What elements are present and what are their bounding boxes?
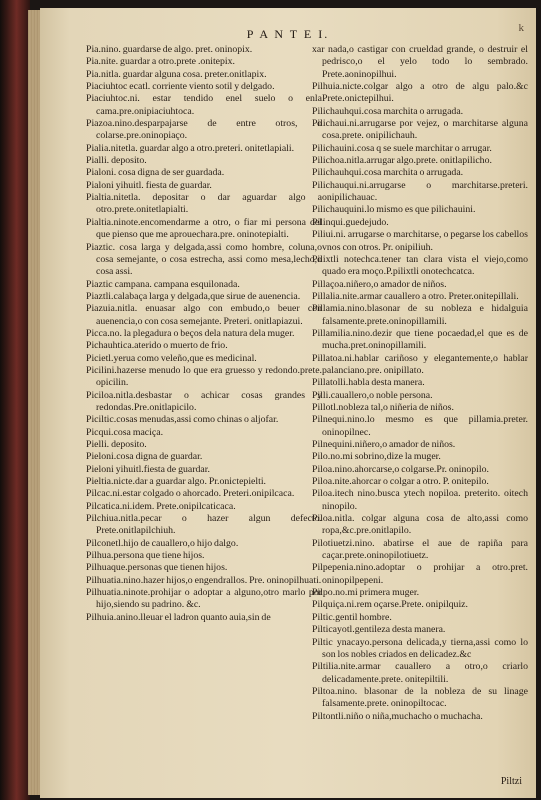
dictionary-entry: Piltoa.nino. blasonar de la nobleza de su linage falsamente.prete. oninopiltocac.: [312, 685, 528, 710]
dictionary-entry: Pilhuia.nicte.colgar algo a otro de algu palo.&c Prete.onictepilhui.: [312, 81, 528, 105]
dictionary-entry: Pia.nitla. guardar alguna cosa. preter.onitlapix.: [86, 68, 267, 80]
dictionary-entry: Pieloni yihuitl.fiesta de guardar.: [86, 463, 210, 475]
dictionary-entry: Picilini.hazerse menudo lo que era gruesso y redondo.prete. opicilin.: [86, 364, 322, 389]
dictionary-entry: Pilhuaque.personas que tienen hijos.: [86, 562, 228, 574]
dictionary-entry: Pilli.cauallero,o noble persona.: [312, 389, 433, 401]
dictionary-entry: Pilichaui.ni.arrugarse por vejez, o marchitarse alguna cosa.prete. onipilichauh.: [312, 118, 528, 142]
dictionary-entry: Piloa.nite.ahorcar o colgar a otro. P. onitepilo.: [312, 476, 489, 488]
dictionary-entry: Piaciuhtoc.ni. estar tendido enel suelo o enla cama.pre.onipiaciuhtoca.: [86, 93, 322, 117]
dictionary-entry: Pilcatica.ni.idem. Prete.onipilcaticaca.: [86, 500, 236, 512]
dictionary-entry: Pilichauhqui.cosa marchita o arrugada.: [312, 105, 464, 117]
running-head: P A N T E I.: [246, 27, 330, 41]
column-mark: k: [518, 22, 524, 34]
dictionary-entry: Pialoni yihuitl. fiesta de guardar.: [86, 179, 212, 191]
dictionary-entry: Pilhuatia.ninote.prohijar o adoptar a alguno,otro marlo por hijo,siendo su padrino. &c.: [86, 587, 322, 611]
dictionary-entry: Pialia.nitetla. guardar algo a otro.preteri. onitetlapiali.: [86, 142, 295, 154]
right-column: [312, 44, 528, 723]
dictionary-entry: Piaztli.calabaça larga y delgada,que sirue de auenencia.: [86, 290, 301, 302]
dictionary-entry: Pillamia.nino.blasonar de su nobleza e hidalguia falsamente.prete.oninopillamili.: [312, 303, 528, 327]
dictionary-entry: Pialoni. cosa digna de ser guardada.: [86, 167, 225, 179]
dictionary-entry: Pilchiua.nitla.pecar o hazer algun defecto. Prete.onitlapilchiuh.: [86, 513, 322, 537]
dictionary-entry: Pia.nite. guardar a otro.prete .onitepix.: [86, 56, 235, 68]
dictionary-entry: Piltontli.niño o niña,muchacho o muchacha.: [312, 710, 483, 722]
dictionary-entry: Pialtia.nitetla. depositar o dar aguardar algo a otro.prete.onitetlapialti.: [86, 192, 322, 216]
dictionary-entry: Pillatoa.ni.hablar cariñoso y elegantemente,o hablar palanciano.pre. onipillato.: [312, 352, 528, 376]
book-binding: [0, 0, 30, 800]
dictionary-entry: Pillaçoa.niñero,o amador de niños.: [312, 278, 447, 290]
dictionary-entry: Pilcac.ni.estar colgado o ahorcado. Preteri.onipilcaca.: [86, 488, 295, 500]
dictionary-entry: Piaztic. cosa larga y delgada,assi como hombre, coluna,o cosa semejante, o cosa estrecha, assi como mesa,lecho,o cosa assi.: [86, 241, 322, 278]
dictionary-entry: Pilpepenia.nino.adoptar o prohijar a otro.pret. oninopilpepeni.: [312, 562, 528, 586]
dictionary-entry: Pilnequi.nino.lo mesmo es que pillamia.preter. oninopilnec.: [312, 414, 528, 438]
dictionary-entry: Pilichoa.nitla.arrugar algo.prete. onitlapilicho.: [312, 155, 492, 167]
catchword: Piltzi: [500, 776, 522, 787]
dictionary-entry: Pillotl.nobleza tal,o niñeria de niños.: [312, 401, 454, 413]
dictionary-entry: Pia.nino. guardarse de algo. pret. oninopix.: [86, 44, 253, 55]
dictionary-entry: xar nada,o castigar con crueldad grande, o destruir el pedrisco,o el yelo todo lo sembrado. Prete.aoninopilhui.: [312, 44, 528, 80]
dictionary-entry: Pilpo.no.mi primera muger.: [312, 587, 420, 599]
dictionary-entry: Piazuia.nitla. enuasar algo con embudo,o beuer con auenencia,o con cosa semejante. Preteri. onitlapiazui.: [86, 303, 322, 327]
dictionary-entry: Pilichauhqui.cosa marchita o arrugada.: [312, 167, 464, 179]
dictionary-entry: Pilichauqui.ni.arrugarse o marchitarse.preteri. onipilichauac.: [312, 179, 528, 204]
dictionary-entry: Pieloni.cosa digna de guardar.: [86, 451, 203, 463]
dictionary-entry: Pilconetl.hijo de cauallero,o hijo dalgo.: [86, 537, 239, 549]
dictionary-entry: Piaztic campana. campana esquilonada.: [86, 278, 240, 290]
dictionary-entry: Picqui.cosa maciça.: [86, 426, 164, 438]
dictionary-entry: Piazoa.nino.desparpajarse de entre otros, o colarse.pre.oninopiaço.: [86, 118, 322, 142]
left-column: [86, 44, 322, 624]
dictionary-entry: Pilotiuetzi.nino. abatirse el aue de rapiña para caçar.prete.oninopilotiuetz.: [312, 537, 528, 562]
dictionary-entry: Piloa.nitla. colgar alguna cosa de alto,assi como ropa,&c.pre.onitlapilo.: [312, 513, 528, 537]
dictionary-entry: Pilo.no.mi sobrino,dize la muger.: [312, 451, 441, 463]
dictionary-entry: Pillatolli.habla desta manera.: [312, 377, 425, 389]
dictionary-entry: Pilhua.persona que tiene hijos.: [86, 550, 205, 562]
dictionary-entry: Picca.no. la plegadura o beços dela natura dela muger.: [86, 327, 295, 339]
dictionary-entry: Pillamilia.nino.dezir que tiene pocaedad,el que es de mucha.pret.oninopillamili.: [312, 327, 528, 352]
dictionary-entry: Piaciuhtoc ecatl. corriente viento sotil y delgado.: [86, 81, 275, 93]
dictionary-entry: Pieltia.nicte.dar a guardar algo. Pr.onictepielti.: [86, 476, 266, 488]
dictionary-entry: Piliui.ni. arrugarse o marchitarse, o pegarse los cabellos vnos con otros. Pr. onipiliuh.: [312, 229, 528, 253]
dictionary-entry: Pilquiça.ni.rem oçarse.Prete. onipilquiz.: [312, 599, 468, 611]
dictionary-entry: Pielli. deposito.: [86, 439, 147, 450]
dictionary-entry: Pilhuatia.nino.hazer hijos,o engendrallos. Pre. oninopilhuati.: [86, 574, 322, 586]
dictionary-entry: Pilichauini.cosa q se suele marchitar o arrugar.: [312, 142, 492, 154]
dictionary-entry: Pilhuia.anino.lleuar el ladron quanto auia,sin de: [86, 611, 271, 623]
dictionary-entry: Pillalia.nite.armar cauallero a otro. Preter.onitepillali.: [312, 290, 519, 302]
dictionary-entry: Pialli. deposito.: [86, 155, 147, 167]
dictionary-entry: Pilixtli notechca.tener tan clara vista el viejo,como quado era moço.P.pilixtli onotechcatca.: [312, 253, 528, 278]
dictionary-entry: Piciltic.cosas menudas,assi como chinas o aljofar.: [86, 414, 279, 426]
dictionary-entry: Pilnequini.niñero,o amador de niños.: [312, 439, 456, 450]
dictionary-entry: Piloa.nino.ahorcarse,o colgarse.Pr. oninopilo.: [312, 463, 489, 475]
dictionary-entry: Pialtia.ninote.encomendarme a otro, o fiar mi persona del que pienso que me aprouechara.pre. oninotepialti.: [86, 216, 322, 241]
dictionary-entry: Piltilia.nite.armar cauallero a otro,o criarlo delicadamente.prete. onitepiltili.: [312, 661, 528, 685]
dictionary-entry: Piciloa.nitla.desbastar o achicar cosas grandes y redondas.Pre.onitlapicilo.: [86, 389, 322, 413]
dictionary-entry: Pichauhtica.aterido o muerto de frio.: [86, 340, 228, 352]
dictionary-entry: Pilichauquini.lo mismo es que pilichauini.: [312, 204, 476, 216]
dictionary-entry: Piloa.itech nino.busca ytech nopiloa. preterito. oitech ninopilo.: [312, 488, 528, 512]
dictionary-entry: Piltic ynacayo.persona delicada,y tierna,assi como lo son los nobles criados en delicadez.&c: [312, 636, 528, 660]
dictionary-entry: Pilinqui.guedejudo.: [312, 216, 389, 228]
dictionary-entry: Pilticayotl.gentileza desta manera.: [312, 624, 446, 636]
dictionary-entry: Piltic.gentil hombre.: [312, 611, 392, 623]
dictionary-entry: Picietl.yerua como veleño,que es medicinal.: [86, 352, 257, 364]
book-page: [40, 8, 536, 798]
